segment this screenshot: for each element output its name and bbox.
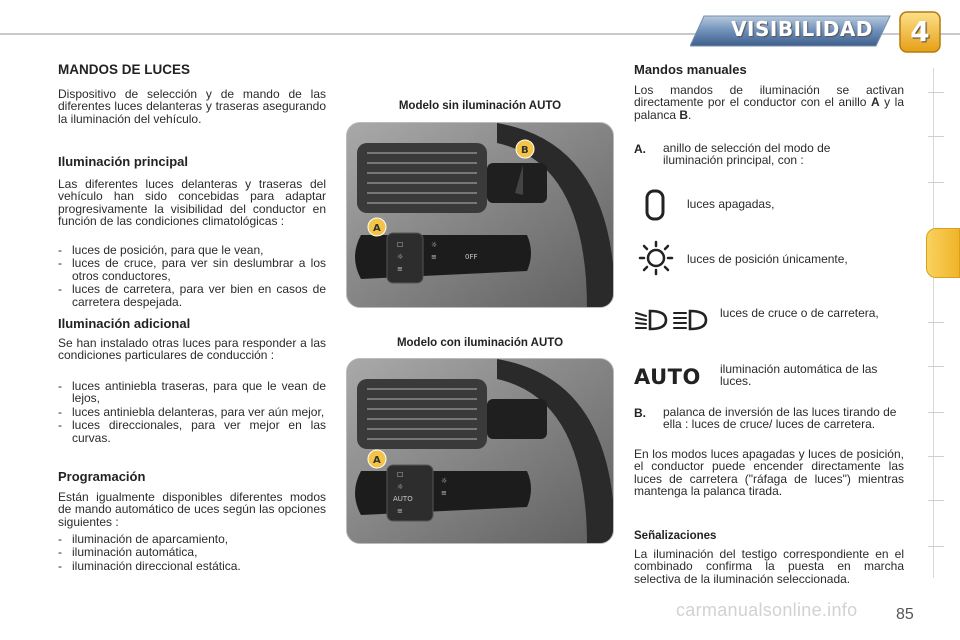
lights-off-icon [642, 188, 668, 222]
programacion-list [58, 533, 326, 573]
svg-text:≡: ≡ [397, 507, 403, 515]
manual-controls-intro [634, 84, 904, 121]
stalk-illustration [347, 123, 614, 308]
item-b-text: palanca de inversión de las luces tirando de ella : luces de cruce/ luces de carretera. [663, 405, 897, 432]
caption-with-auto: Modelo con iluminación AUTO [396, 337, 564, 349]
tab-divider [928, 366, 944, 367]
principal-text: Las diferentes luces delanteras y traseras del vehículo han sido concebidas para adaptar progresivamente la visibilidad del conductor en función de las condiciones climatológicas : [58, 177, 326, 229]
manual-controls-title: Mandos manuales [634, 62, 747, 77]
label-b: B [521, 145, 529, 156]
intro-ref-a: A [870, 95, 880, 110]
tab-chapter-4[interactable] [926, 228, 960, 278]
list-item: - luces de cruce, para ver sin deslumbrar a los otros conductores, [58, 257, 326, 282]
dipped-main-label: luces de cruce o de carretera, [720, 306, 879, 320]
tab-divider [928, 456, 944, 457]
photo-without-auto [346, 122, 614, 308]
list-item: - luces de posición, para que le vean, [58, 244, 326, 256]
principal-list [58, 244, 326, 309]
list-item: - iluminación de aparcamiento, [58, 533, 326, 545]
tab-divider [928, 136, 944, 137]
tab-divider [928, 182, 944, 183]
tab-rail [933, 68, 934, 578]
watermark: carmanualsonline.info [676, 600, 858, 620]
intro-text-part: . [688, 107, 692, 122]
dipped-main-beam-icon [634, 307, 712, 333]
adicional-title: Iluminación adicional [58, 316, 191, 331]
svg-text:☐: ☐ [397, 241, 404, 249]
svg-text:☐: ☐ [397, 471, 404, 479]
list-item: - luces antiniebla traseras, para que le vean de lejos, [58, 380, 326, 405]
svg-text:≡: ≡ [441, 489, 447, 497]
item-b-key: B. [634, 406, 646, 420]
programacion-title: Programación [58, 469, 146, 484]
label-a: A [373, 223, 381, 234]
svg-text:0FF: 0FF [465, 253, 478, 261]
page-title: VISIBILIDAD [731, 17, 873, 41]
auto-lighting-icon [634, 363, 712, 387]
list-item: - iluminación direccional estática. [58, 560, 326, 572]
svg-text:☼: ☼ [441, 477, 448, 485]
modes-text: En los modos luces apagadas y luces de posición, el conductor puede encender directamente las luces de carretera ("ráfaga de luces") mientras mantenga la palanca tirada. [634, 447, 904, 499]
auto-lighting-label: iluminación automática de las luces. [720, 362, 878, 389]
caption-without-auto: Modelo sin iluminación AUTO [398, 100, 562, 112]
svg-text:☼: ☼ [397, 483, 404, 491]
label-a: A [373, 455, 381, 466]
svg-text:≡: ≡ [431, 253, 437, 261]
intro-text-part: Los mandos de iluminación se activan directamente por el conductor con el anillo [634, 83, 904, 110]
principal-title: Iluminación principal [58, 154, 189, 169]
adicional-list [58, 380, 326, 445]
chapter-number: 4 [910, 15, 930, 48]
tab-divider [928, 546, 944, 547]
item-a-key: A. [634, 142, 646, 156]
position-lights-label: luces de posición únicamente, [687, 252, 848, 266]
item-a-text: anillo de selección del modo de iluminación principal, con : [663, 141, 831, 168]
svg-text:☼: ☼ [397, 253, 404, 261]
lights-off-label: luces apagadas, [687, 197, 775, 211]
svg-text:≡: ≡ [397, 265, 403, 273]
list-item: - luces direccionales, para ver mejor en las curvas. [58, 419, 326, 444]
list-item: - luces antiniebla delanteras, para ver aún mejor, [58, 406, 326, 418]
svg-text:☼: ☼ [431, 241, 438, 249]
tab-divider [928, 92, 944, 93]
photo-with-auto [346, 358, 614, 544]
signals-text: La iluminación del testigo correspondiente en el combinado confirma la puesta en marcha selectiva de la iluminación seleccionada. [634, 547, 904, 586]
signals-title: Señalizaciones [634, 530, 717, 542]
intro-text-part: y la palanca [634, 95, 905, 122]
tab-divider [928, 322, 944, 323]
intro-ref-b: B [679, 107, 689, 122]
list-item: - iluminación automática, [58, 546, 326, 558]
intro-text: Dispositivo de selección y de mando de las diferentes luces delanteras y traseras asegurando la iluminación del vehículo. [58, 87, 326, 126]
adicional-text: Se han instalado otras luces para responder a las condiciones particulares de conducción : [58, 336, 326, 363]
page-number: 85 [896, 606, 914, 623]
list-item: - luces de carretera, para ver bien en casos de carretera despejada. [58, 283, 326, 308]
auto-glyph: AUTO [634, 365, 701, 387]
section-title: MANDOS DE LUCES [58, 62, 191, 77]
stalk-illustration-auto [347, 359, 614, 544]
tab-divider [928, 500, 944, 501]
programacion-text: Están igualmente disponibles diferentes modos de mando automático de uces según las opciones siguientes : [58, 490, 326, 529]
position-lights-icon [638, 240, 674, 276]
auto-label: AUTO [393, 495, 413, 503]
tab-divider [928, 412, 944, 413]
